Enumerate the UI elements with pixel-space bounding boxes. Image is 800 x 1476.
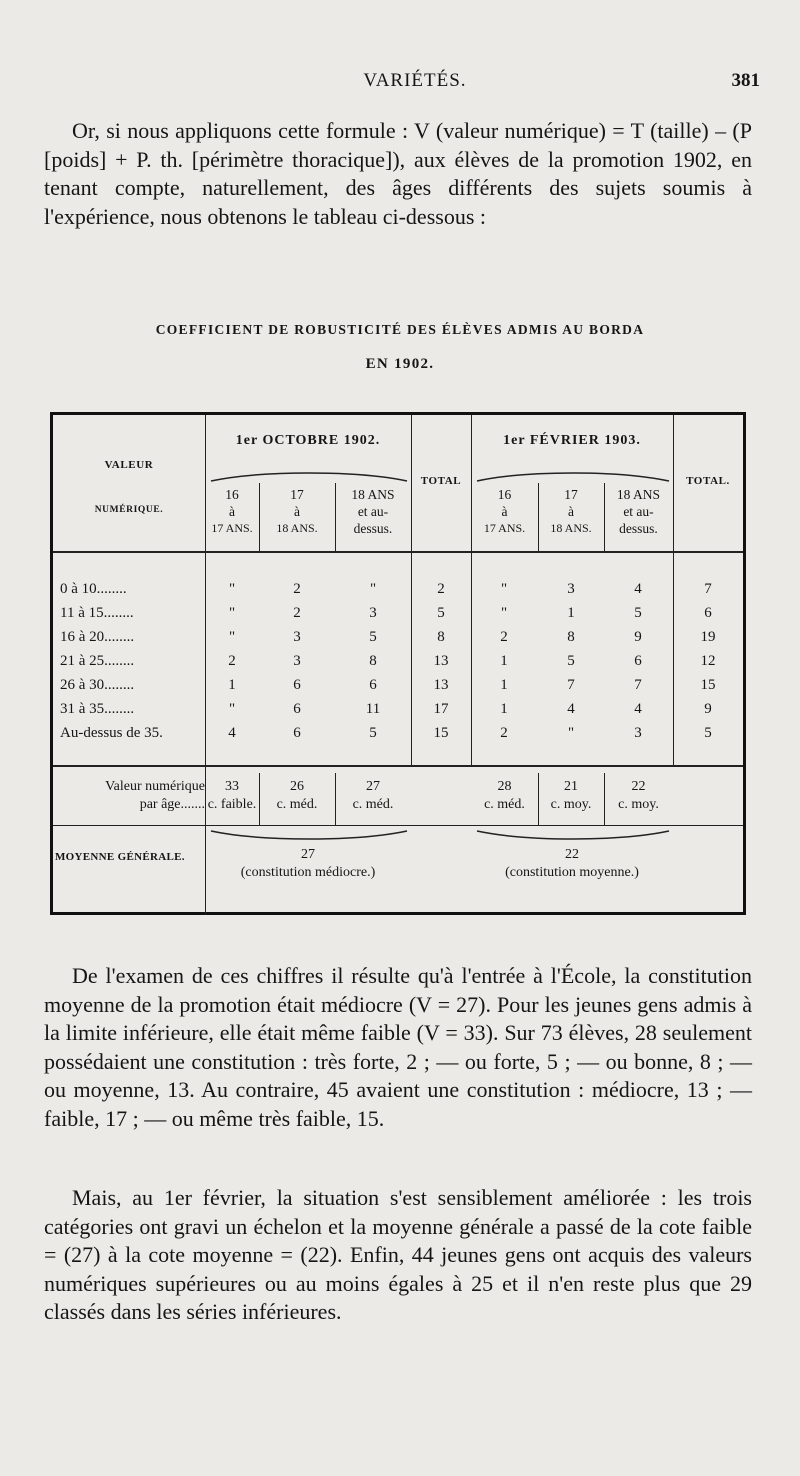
cell-october: " (228, 629, 236, 645)
moyenne-february-text: (constitution moyenne.) (505, 865, 639, 880)
table-title-year: EN 1902. (365, 356, 435, 372)
valeur-october-cote: c. méd. (276, 797, 318, 812)
moyenne-february-value: 22 (565, 847, 579, 862)
table-row-label: 11 à 15........ (60, 605, 134, 621)
cell-february: 6 (634, 653, 642, 669)
cell-february: 1 (500, 701, 508, 717)
subcol-header-oct-1: à (294, 504, 300, 519)
moyenne-october-value: 27 (301, 847, 315, 862)
valeur-february-cote: c. moy. (550, 797, 592, 812)
valeur-february-value: 22 (631, 779, 646, 794)
valeur-october-value: 33 (225, 779, 239, 794)
cell-total-february: 9 (704, 701, 712, 717)
page-number: 381 (731, 70, 760, 91)
cell-february: 1 (500, 677, 508, 693)
cell-february: 3 (634, 725, 642, 741)
cell-october: " (228, 605, 236, 621)
cell-october: " (369, 581, 377, 597)
subcol-header-feb-1: 18 ANS. (550, 521, 592, 535)
valeur-october-value: 26 (290, 779, 304, 794)
cell-october: 6 (293, 677, 301, 693)
table-row-label: 26 à 30........ (60, 677, 135, 693)
cell-total-october: 15 (433, 725, 449, 741)
subcol-header-feb-2: dessus. (619, 521, 658, 536)
table-row-label: 16 à 20........ (60, 629, 135, 645)
cell-october: 3 (293, 629, 301, 645)
subcol-header-feb-0: 17 ANS. (483, 521, 526, 535)
cell-total-february: 7 (704, 581, 712, 597)
cell-february: 2 (500, 629, 508, 645)
table-row-label: Au-dessus de 35. (60, 725, 163, 741)
subcol-header-feb-2: 18 ANS (616, 487, 661, 502)
table-row-label: 31 à 35........ (60, 701, 135, 717)
robusticity-table (50, 412, 746, 915)
cell-february: " (567, 725, 575, 741)
cell-october: 4 (228, 725, 236, 741)
group-february-title: 1er FÉVRIER 1903. (503, 433, 641, 448)
cell-total-october: 2 (437, 581, 445, 597)
cell-february: 9 (634, 629, 642, 645)
cell-february: 4 (567, 701, 575, 717)
subcol-header-feb-2: et au- (623, 504, 654, 519)
cell-total-february: 19 (700, 629, 716, 645)
cell-october: " (228, 581, 236, 597)
cell-october: 6 (369, 677, 377, 693)
cell-october: 6 (293, 701, 301, 717)
cell-total-october: 8 (437, 629, 445, 645)
cell-february: " (500, 581, 508, 597)
paragraph-examen: De l'examen de ces chiffres il résulte qu'à l'entrée à l'École, la constitution moyenne de la promotion était médiocre (V = 27). Pour les jeunes gens admis à la limite inférieure, elle était même faible (V = 33). Sur 73 élèves, 28 seulement possédaient une constitution : très forte, 2 ; — ou forte, 5 ; — ou bonne, 8 ; — ou moyenne, 13. Au contraire, 45 avaient une constitution : médiocre, 13 ; — faible, 17 ; — ou même très faible, 15. (44, 963, 752, 1131)
cell-october: 3 (369, 605, 377, 621)
label-header-line1: VALEUR (104, 459, 154, 471)
cell-total-february: 12 (700, 653, 716, 669)
valeur-february-cote: c. moy. (618, 797, 659, 812)
running-title: VARIÉTÉS. (363, 70, 467, 91)
subcol-header-feb-1: 17 (564, 487, 578, 502)
brace-icon (209, 829, 409, 841)
cell-october: 8 (369, 653, 377, 669)
cell-february: 2 (500, 725, 508, 741)
cell-october: 11 (365, 701, 381, 717)
cell-october: 2 (293, 605, 301, 621)
cell-october: 5 (369, 629, 377, 645)
cell-february: 4 (634, 701, 642, 717)
cell-february: " (500, 605, 508, 621)
cell-february: 7 (634, 677, 642, 693)
brace-icon (475, 829, 671, 841)
cell-february: 1 (567, 605, 575, 621)
valeur-october-cote: c. méd. (352, 797, 394, 812)
valeur-label-line1: Valeur numérique (105, 779, 205, 794)
cell-total-october: 5 (437, 605, 445, 621)
group-october-title: 1er OCTOBRE 1902. (235, 433, 381, 448)
subcol-header-oct-0: à (229, 504, 235, 519)
subcol-header-oct-2: et au- (357, 504, 389, 519)
cell-total-february: 15 (700, 677, 716, 693)
cell-october: 2 (293, 581, 301, 597)
paragraph-intro: Or, si nous appliquons cette formule : V (valeur numérique) = T (taille) – (P [poids] + P. th. [périmètre thoracique]), aux élèves de la promotion 1902, en tenant compte, naturellement, des âges différents des sujets soumis à l'expérience, nous obtenons le tableau ci-dessous : (44, 118, 752, 229)
cell-total-october: 17 (433, 701, 449, 717)
page-header (70, 70, 760, 104)
cell-february: 4 (634, 581, 642, 597)
subcol-header-feb-0: à (501, 504, 508, 519)
cell-october: " (228, 701, 236, 717)
cell-total-october: 13 (433, 677, 449, 693)
cell-october: 2 (228, 653, 236, 669)
cell-february: 1 (500, 653, 508, 669)
subcol-header-oct-2: 18 ANS (351, 487, 395, 502)
valeur-february-value: 28 (497, 779, 512, 794)
paragraph-fevrier: Mais, au 1er février, la situation s'est sensiblement améliorée : les trois catégories ont gravi un échelon et la moyenne générale a passé de la cote faible = (27) à la cote moyenne = (22). Enfin, 44 jeunes gens ont acquis des valeurs numériques supérieures ou au moins égales à 25 et il n'en reste plus que 29 classés dans les séries inférieures. (44, 1185, 752, 1325)
label-header-line2: NUMÉRIQUE. (94, 505, 164, 515)
cell-february: 8 (567, 629, 575, 645)
cell-october: 6 (293, 725, 301, 741)
valeur-october-value: 27 (366, 779, 380, 794)
cell-total-february: 5 (704, 725, 712, 741)
moyenne-label: MOYENNE GÉNÉRALE. (55, 851, 185, 863)
subcol-header-feb-1: à (568, 504, 574, 519)
subcol-header-oct-0: 16 (225, 487, 239, 502)
subcol-header-oct-1: 17 (290, 487, 304, 502)
valeur-february-cote: c. méd. (484, 797, 525, 812)
subcol-header-oct-2: dessus. (353, 521, 393, 536)
cell-october: 1 (228, 677, 236, 693)
moyenne-october-text: (constitution médiocre.) (240, 865, 376, 880)
cell-february: 3 (567, 581, 575, 597)
table-row-label: 0 à 10........ (60, 581, 127, 597)
cell-october: 5 (369, 725, 377, 741)
table-title: COEFFICIENT DE ROBUSTICITÉ DES ÉLÈVES ADMIS AU BORDA (155, 322, 645, 337)
cell-total-october: 13 (433, 653, 449, 669)
subcol-header-oct-1: 18 ANS. (276, 521, 318, 535)
brace-icon (475, 471, 671, 483)
valeur-october-cote: c. faible. (207, 797, 257, 812)
subcol-header-oct-0: 17 ANS. (211, 521, 253, 535)
valeur-february-value: 21 (564, 779, 578, 794)
cell-february: 5 (634, 605, 642, 621)
subcol-header-feb-0: 16 (497, 487, 512, 502)
cell-february: 7 (567, 677, 575, 693)
cell-october: 3 (293, 653, 301, 669)
cell-total-february: 6 (704, 605, 712, 621)
total-header-february: TOTAL. (686, 475, 730, 487)
total-header-october: TOTAL (420, 475, 462, 487)
valeur-label-line2: par âge....... (139, 797, 205, 812)
table-row-label: 21 à 25........ (60, 653, 135, 669)
brace-icon (209, 471, 409, 483)
cell-february: 5 (567, 653, 575, 669)
